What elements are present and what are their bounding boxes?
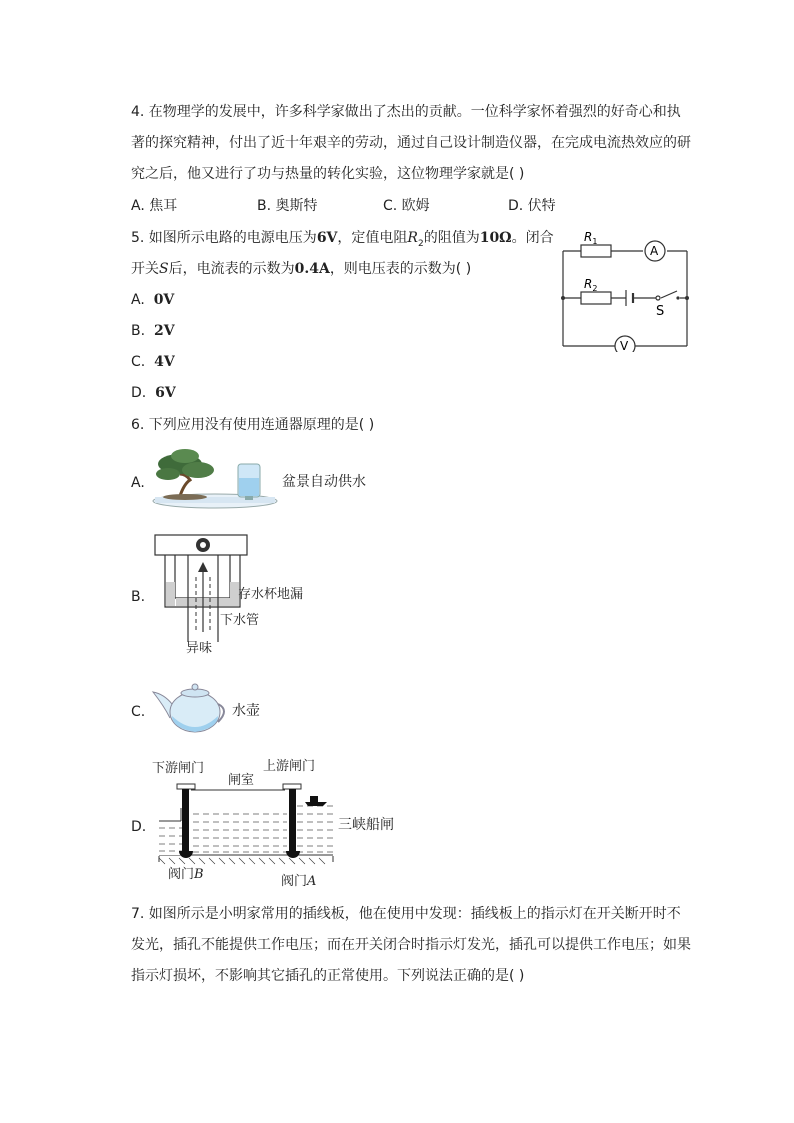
q4-option-a: A. 焦耳 [131,198,178,214]
q5-text-c: 的阻值为 [423,230,480,246]
q6-stem: 6. 下列应用没有使用连通器原理的是( ) [131,417,375,433]
q5-voltage: 6V [316,230,338,246]
q6-d-label-name: 三峡船闸 [338,817,394,833]
q6-b-label-pipe: 下水管 [220,613,260,628]
q6-c-label: 水壶 [232,703,260,719]
bonsai-water-bottle-image [150,444,280,514]
q5-option-d: D. 6V [131,385,176,401]
q5-text-f: 后，电流表的示数为 [168,261,295,277]
q6-b-label-trap: 存水杯地漏 [238,587,304,602]
q6-d-label-valve-a: 阀门A [281,874,317,889]
q5-circuit-diagram [555,226,695,352]
switch-label: S [656,304,665,319]
q6-option-c-letter: C. [131,704,146,720]
q5-text-a: 5. 如图所示电路的电源电压为 [131,230,317,246]
q4-line-2: 著的探究精神，付出了近十年艰辛的劳动，通过自己设计制造仪器，在完成电流热效应的研 [131,135,691,151]
q5-resistance: 10Ω [479,230,512,246]
q7-line-2: 发光，插孔不能提供工作电压；而在开关闭合时指示灯发光，插孔可以提供工作电压；如果 [131,937,691,953]
q7-line-3: 指示灯损坏，不影响其它插孔的正常使用。下列说法正确的是( ) [131,968,525,984]
ship-lock-diagram [155,776,335,871]
q5-switch-symbol: S [159,261,169,277]
q5-option-b: B. 2V [131,323,175,339]
q5-text-g: ，则电压表的示数为( ) [329,261,472,277]
q6-d-label-downstream: 下游闸门 [152,761,205,776]
q5-text-d: 。闭合 [511,230,554,246]
q6-option-a-letter: A. [131,475,145,491]
downstream-gate [182,789,189,851]
switch-contact [656,296,660,300]
valve-b-icon [179,851,193,858]
ship-icon [305,796,327,806]
q6-option-a-label: 盆景自动供水 [282,474,366,490]
voltmeter-label: V [620,339,629,352]
kettle-image [150,676,230,736]
q7-line-1: 7. 如图所示是小明家常用的插线板，他在使用中发现：插线板上的指示灯在开关断开时不 [131,906,681,922]
q6-option-b-letter: B. [131,589,146,605]
r2-resistor [581,292,611,304]
q6-d-label-valve-b: 阀门B [168,867,204,882]
q6-b-label-odor: 异味 [186,641,213,656]
q6-d-label-upstream: 上游闸门 [263,759,316,774]
valve-a-icon [286,851,300,858]
q6-option-d-letter: D. [131,819,147,835]
r2-label: $R_2$ [584,277,598,293]
r1-label: $R_1$ [584,230,598,246]
q5-current: 0.4A [294,261,330,277]
upstream-gate [289,789,296,851]
q4-option-b: B. 奥斯特 [257,198,318,214]
q4-line-3: 究之后，他又进行了功与热量的转化实验，这位物理学家就是( ) [131,166,525,182]
q5-option-a: A. 0V [131,292,175,308]
q6-d-label-chamber: 闸室 [228,773,255,788]
q5-line-1 [131,229,554,253]
q5-text-e: 开关 [131,261,159,277]
q5-r2-sub: 2 [417,238,424,249]
q5-text-b: ，定值电阻 [337,230,408,246]
q5-line-2 [131,260,471,278]
q4-option-c: C. 欧姆 [383,198,430,214]
q5-r2: R [407,230,418,246]
q4-option-d: D. 伏特 [508,198,556,214]
ammeter-label: A [650,244,659,258]
q5-option-c: C. 4V [131,354,175,370]
q4-line-1: 4. 在物理学的发展中，许多科学家做出了杰出的贡献。一位科学家怀着强烈的好奇心和执 [131,104,681,120]
r1-resistor [581,245,611,257]
